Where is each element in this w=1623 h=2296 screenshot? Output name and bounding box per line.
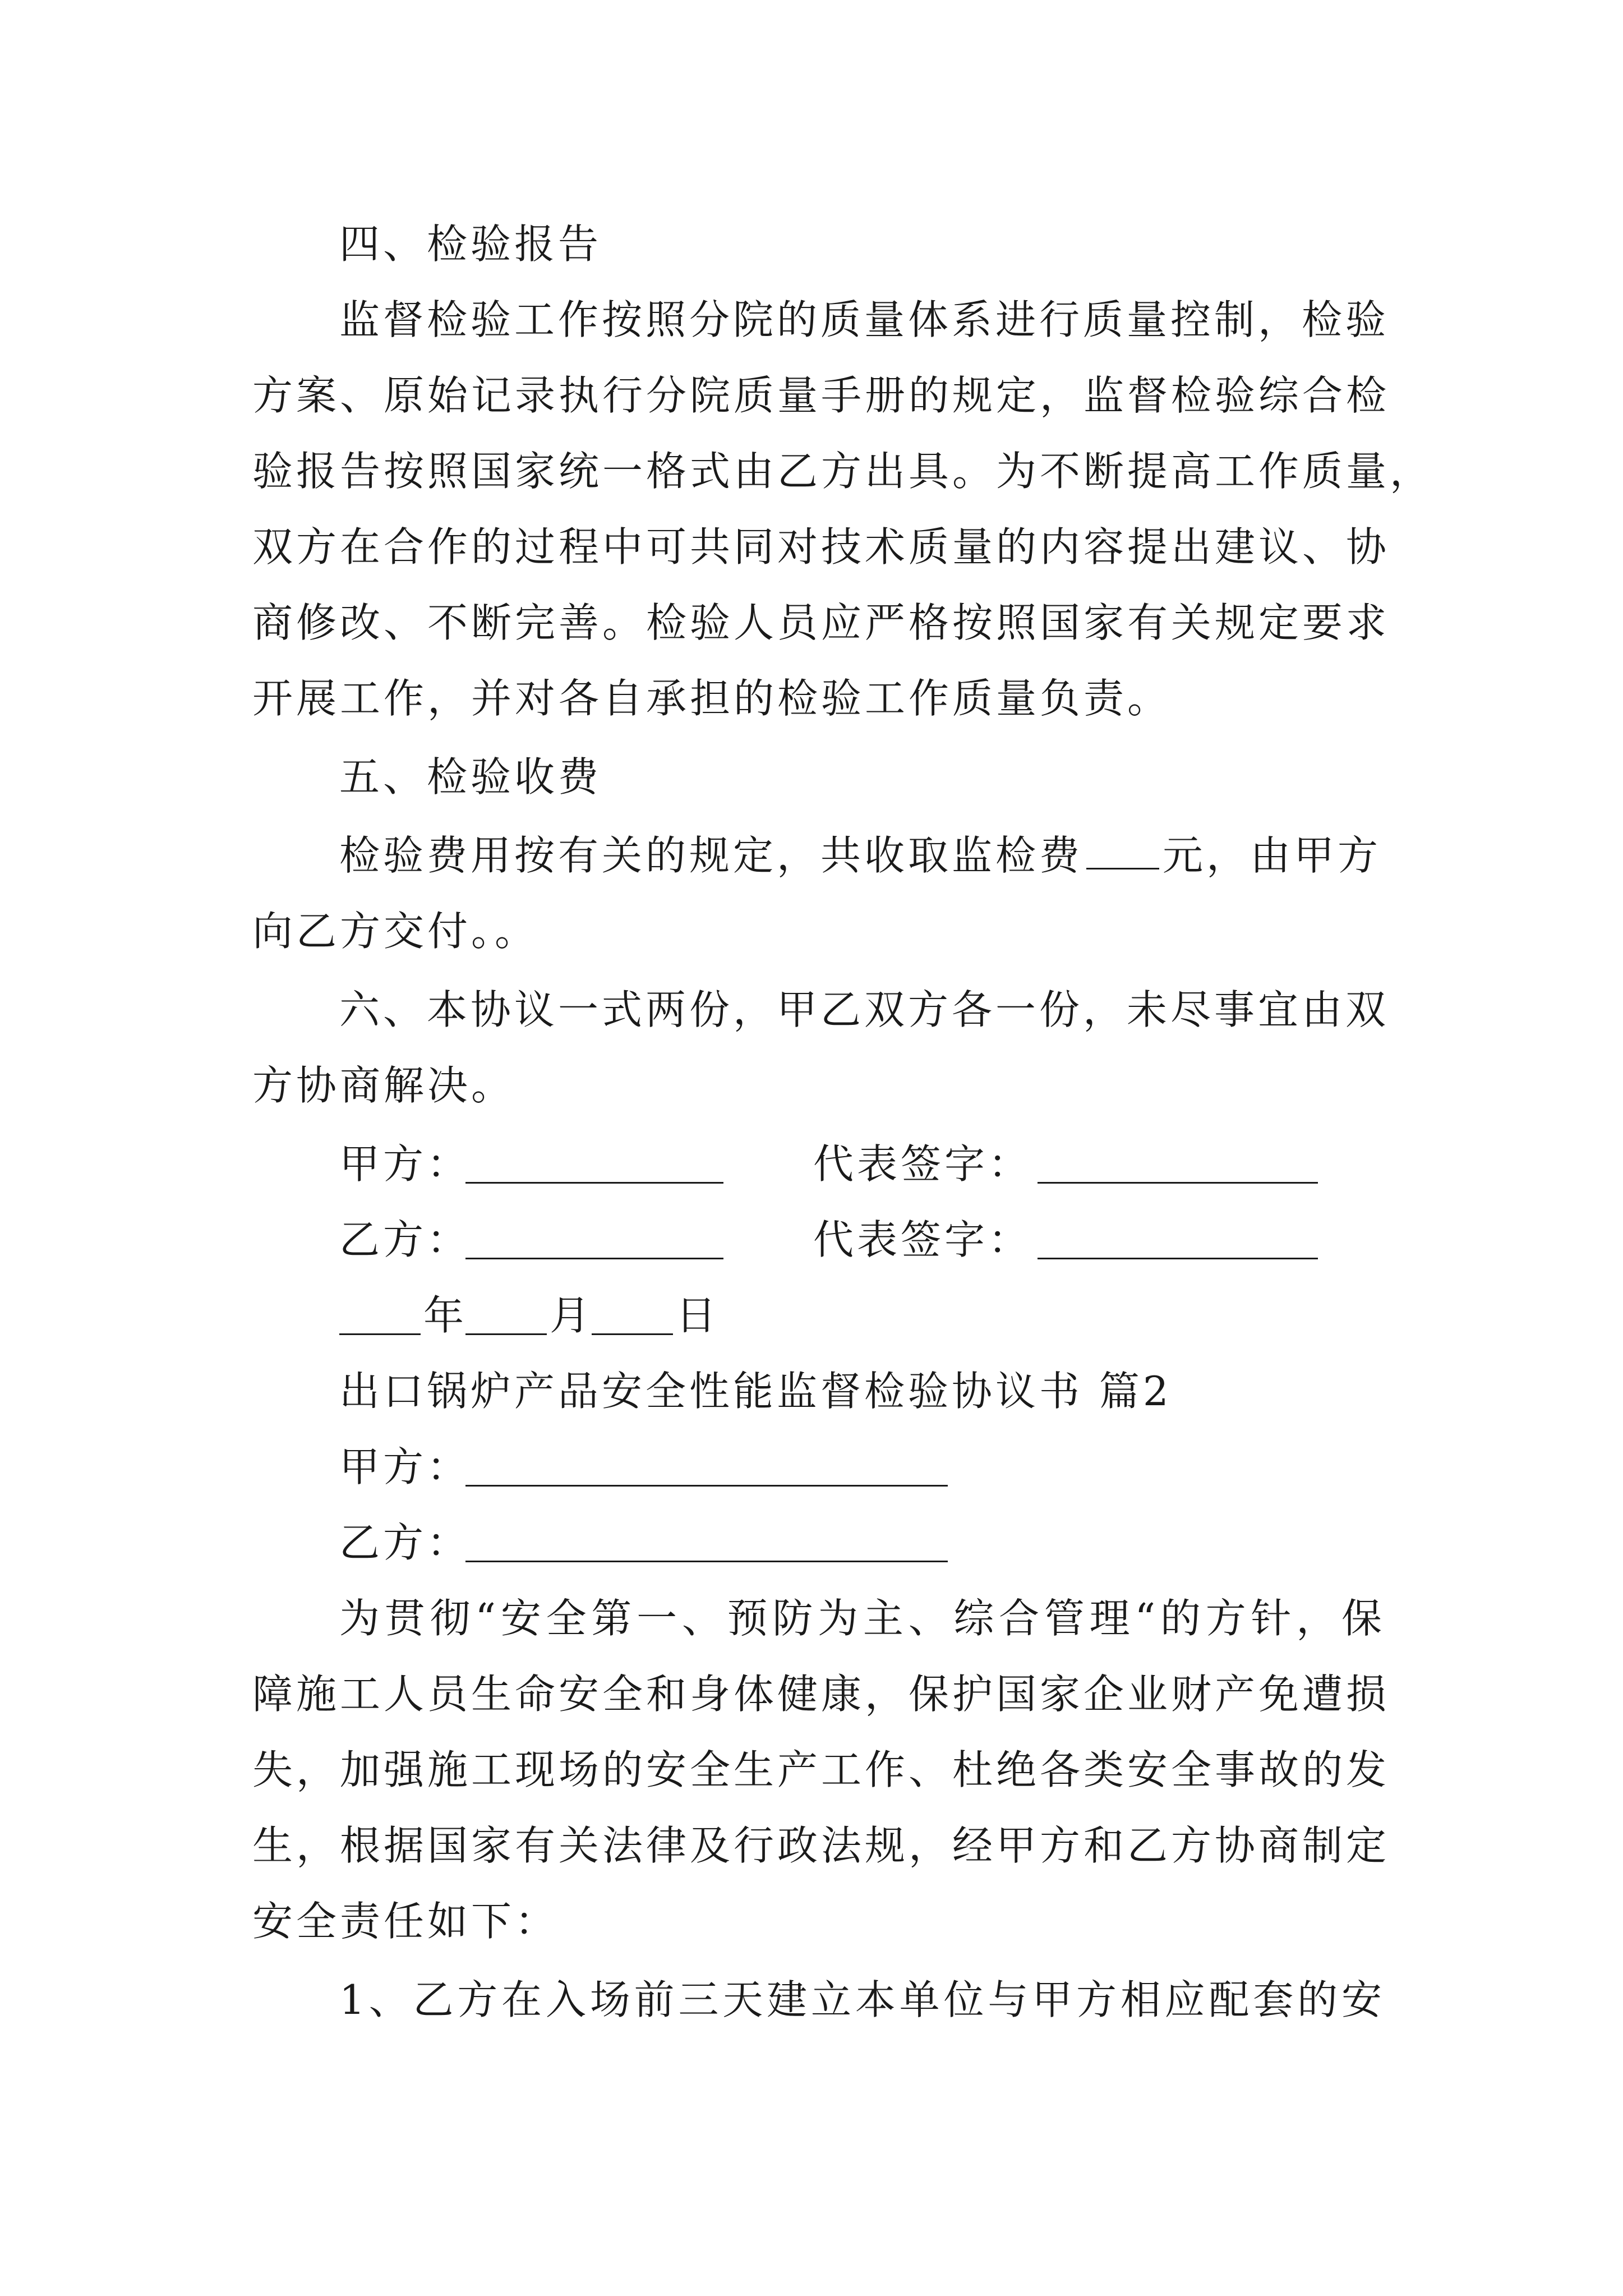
party-a-blank [465,1143,723,1184]
fee-text-before: 检验费用按有关的规定，共收取监检费 [339,832,1083,879]
section-5-heading: 五、检验收费 [339,753,602,800]
part-2-intro-line: 失，加强施工现场的安全生产工作、杜绝各类安全事故的发 [252,1746,1390,1793]
month-label: 月 [550,1292,594,1339]
section-4-paragraph-line: 商修改、不断完善。检验人员应严格按照国家有关规定要求 [252,599,1390,646]
part-2-party-b-blank [465,1521,948,1562]
part-2-intro-line: 障施工人员生命安全和身体健康，保护国家企业财产免遭损 [252,1671,1390,1718]
section-5-fee-line [339,827,1385,884]
day-label: 日 [676,1292,720,1339]
part-2-item-1: 1、乙方在入场前三天建立本单位与甲方相应配套的安 [339,1976,1385,2023]
section-4-paragraph-line: 监督检验工作按照分院的质量体系进行质量控制，检验 [339,296,1390,343]
part-2-intro-line: 安全责任如下： [252,1898,559,1945]
part-2-title: 出口锅炉产品安全性能监督检验协议书 篇2 [339,1368,1172,1415]
section-4-paragraph-line: 双方在合作的过程中可共同对技术质量的内容提出建议、协 [252,523,1390,570]
section-4-paragraph-line: 验报告按照国家统一格式由乙方出具。为不断提高工作质量， [252,448,1434,495]
part-2-party-b-row [339,1515,956,1571]
party-b-blank [465,1218,723,1259]
section-6-paragraph-line: 六、本协议一式两份，甲乙双方各一份，未尽事宜由双 [339,986,1390,1033]
section-4-paragraph-line: 开展工作，并对各自承担的检验工作质量负责。 [252,675,1172,722]
year-label: 年 [423,1292,468,1339]
fee-amount-blank [1086,829,1159,869]
part-2-party-a-row [339,1439,956,1495]
date-row [339,1287,900,1343]
section-4-heading: 四、检验报告 [339,220,602,268]
year-blank [339,1294,421,1335]
part-2-party-b-label: 乙方： [339,1519,471,1566]
day-blank [592,1294,673,1335]
party-b-rep-blank [1038,1218,1318,1259]
section-4-paragraph-line: 方案、原始记录执行分院质量手册的规定，监督检验综合检 [252,372,1390,419]
section-6-paragraph-line: 方协商解决。 [252,1062,515,1109]
party-a-rep-label: 代表签字： [813,1140,1032,1188]
part-2-intro-line: 生，根据国家有关法律及行政法规，经甲方和乙方协商制定 [252,1822,1390,1869]
part-2-party-a-label: 甲方： [339,1443,471,1490]
month-blank [465,1294,547,1335]
part-2-party-a-blank [465,1446,948,1487]
section-5-paragraph-line: 向乙方交付。。 [252,908,539,955]
part-2-intro-line: 为贯彻“安全第一、预防为主、综合管理“的方针，保 [339,1595,1385,1642]
party-a-signature-row [339,1136,1349,1192]
party-b-rep-label: 代表签字： [813,1216,1032,1263]
party-b-signature-row [339,1212,1349,1268]
fee-text-after: 元，由甲方 [1163,832,1382,879]
party-b-label: 乙方： [339,1216,471,1263]
party-a-label: 甲方： [339,1140,471,1188]
party-a-rep-blank [1038,1143,1318,1184]
